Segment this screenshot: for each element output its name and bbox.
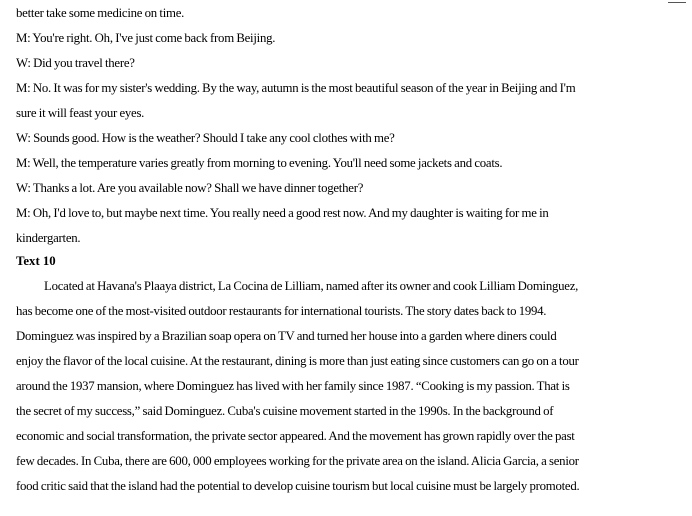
dialogue-line: W: Sounds good. How is the weather? Should I take any cool clothes with me? (16, 131, 395, 145)
paragraph-line: enjoy the flavor of the local cuisine. At the restaurant, dining is more than just eating since customers can go on a tour (16, 354, 579, 368)
dialogue-line: sure it will feast your eyes. (16, 106, 145, 120)
dialogue-line: W: Thanks a lot. Are you available now? Shall we have dinner together? (16, 181, 364, 195)
dialogue-line: W: Did you travel there? (16, 56, 135, 70)
section-heading: Text 10 (16, 254, 56, 268)
paragraph-line: few decades. In Cuba, there are 600, 000 employees working for the private area on the island. Alicia Garcia, a senior (16, 454, 579, 468)
dialogue-line: M: Well, the temperature varies greatly from morning to evening. You'll need some jackets and coats. (16, 156, 503, 170)
paragraph-line: Located at Havana's Plaaya district, La Cocina de Lilliam, named after its owner and cook Lilliam Dominguez, (44, 279, 579, 293)
paragraph-line: has become one of the most-visited outdoor restaurants for international tourists. The story dates back to 1994. (16, 304, 547, 318)
paragraph-line: food critic said that the island had the potential to develop cuisine tourism but local cuisine must be largely promoted. (16, 479, 580, 493)
dialogue-line: kindergarten. (16, 231, 81, 245)
dialogue-line: M: You're right. Oh, I've just come back from Beijing. (16, 31, 276, 45)
dialogue-line: M: No. It was for my sister's wedding. By the way, autumn is the most beautiful season of the year in Beijing and I'm (16, 81, 576, 95)
dialogue-line: better take some medicine on time. (16, 6, 185, 20)
page-corner-mark (668, 2, 686, 3)
paragraph-line: the secret of my success,” said Dominguez. Cuba's cuisine movement started in the 1990s. In the background of (16, 404, 554, 418)
paragraph-line: around the 1937 mansion, where Dominguez has lived with her family since 1987. “Cooking is my passion. That is (16, 379, 570, 393)
dialogue-line: M: Oh, I'd love to, but maybe next time. You really need a good rest now. And my daughter is waiting for me in (16, 206, 549, 220)
paragraph-line: Dominguez was inspired by a Brazilian soap opera on TV and turned her house into a garden where diners could (16, 329, 557, 343)
paragraph-line: economic and social transformation, the private sector appeared. And the movement has grown rapidly over the past (16, 429, 575, 443)
